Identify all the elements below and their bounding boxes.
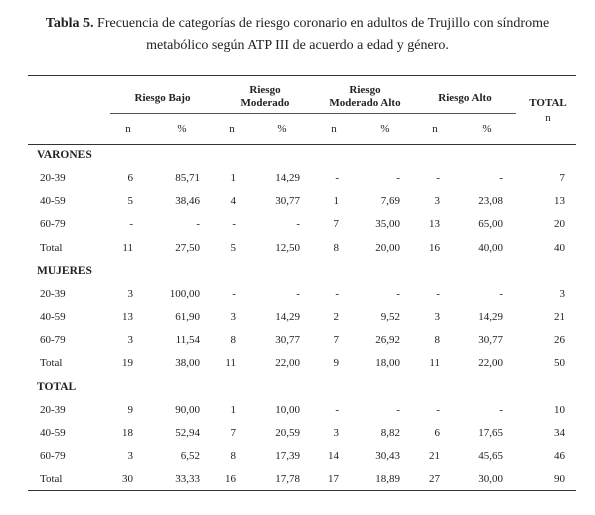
row-label: Total (40, 357, 63, 370)
table-cell: 30,43 (375, 450, 400, 462)
rule-top (28, 75, 576, 76)
table-cell: 38,46 (175, 195, 200, 208)
table-cell: 20,59 (275, 426, 300, 439)
table-cell: 7 (230, 426, 236, 439)
table-cell: 35,00 (375, 218, 400, 231)
table-cell: - (232, 218, 236, 231)
subheader-n: n (331, 123, 337, 135)
row-label: 40-59 (40, 195, 66, 208)
table-cell: 17,78 (275, 473, 300, 486)
table-cell: 9,52 (380, 311, 400, 323)
table-cell: 8 (333, 241, 339, 254)
table-cell: - (296, 218, 300, 231)
table-cell: 52,94 (175, 426, 200, 439)
table-cell: 3 (434, 195, 440, 208)
table-cell: 3 (434, 311, 440, 323)
table-cell: - (499, 403, 503, 416)
table-cell: 46 (554, 450, 565, 462)
table-cell: 30,77 (478, 334, 503, 347)
table-cell: 3 (127, 334, 133, 347)
row-label: 20-39 (40, 403, 66, 416)
table-cell: 5 (127, 195, 133, 208)
table-cell: 16 (429, 241, 440, 254)
table-cell: - (335, 287, 339, 300)
table-cell: 5 (230, 241, 236, 254)
table-cell: 8 (230, 450, 236, 462)
table-cell: 18 (122, 426, 133, 439)
table-cell: - (499, 287, 503, 300)
table-cell: 14,29 (478, 311, 503, 323)
table-cell: 50 (554, 357, 565, 370)
table-cell: 30 (122, 473, 133, 486)
table-cell: 3 (127, 450, 133, 462)
table-cell: 6 (127, 172, 133, 184)
table-cell: 18,00 (375, 357, 400, 370)
table-cell: 27 (429, 473, 440, 486)
row-label: 60-79 (40, 218, 66, 231)
table-cell: 33,33 (175, 473, 200, 486)
table-cell: 14,29 (275, 311, 300, 323)
table-cell: 3 (230, 311, 236, 323)
table-cell: - (296, 287, 300, 300)
table-cell: 40,00 (478, 241, 503, 254)
table-cell: 13 (554, 195, 565, 208)
section-title: MUJERES (37, 264, 92, 277)
table-cell: 10 (554, 403, 565, 416)
table-cell: 38,00 (175, 357, 200, 370)
table-cell: 1 (230, 403, 236, 416)
table-cell: 8 (230, 334, 236, 347)
row-label: 60-79 (40, 334, 66, 347)
table-cell: - (396, 403, 400, 416)
table-cell: 6,52 (180, 450, 200, 462)
table-cell: 2 (333, 311, 339, 323)
table-cell: 3 (127, 287, 133, 300)
table-cell: 13 (429, 218, 440, 231)
table-cell: 85,71 (175, 172, 200, 184)
subheader-pct: % (277, 123, 287, 135)
subheader-n: n (432, 123, 438, 135)
table-cell: - (232, 287, 236, 300)
table-cell: 21 (429, 450, 440, 462)
table-cell: 6 (434, 426, 440, 439)
table-cell: 19 (122, 357, 133, 370)
table-cell: 30,77 (275, 195, 300, 208)
table-cell: 90,00 (175, 403, 200, 416)
table-cell: 11 (429, 357, 440, 370)
rule-group-underline (110, 113, 516, 114)
table-cell: 7 (333, 218, 339, 231)
rule-header (28, 144, 576, 145)
subheader-n: n (125, 123, 131, 135)
table-cell: 10,00 (275, 403, 300, 416)
caption-text-2: metabólico según ATP III de acuerdo a edad y género. (146, 38, 449, 53)
table-cell: 22,00 (478, 357, 503, 370)
table-cell: 45,65 (478, 450, 503, 462)
caption-line-1 (0, 13, 595, 35)
table-cell: 21 (554, 311, 565, 323)
table-cell: 22,00 (275, 357, 300, 370)
table-cell: 27,50 (175, 241, 200, 254)
table-cell: 16 (225, 473, 236, 486)
row-label: 20-39 (40, 172, 66, 184)
table-cell: - (499, 172, 503, 184)
table-cell: 23,08 (478, 195, 503, 208)
table-cell: 34 (554, 426, 565, 439)
subheader-pct: % (482, 123, 492, 135)
table-cell: - (396, 287, 400, 300)
table-cell: 100,00 (169, 287, 200, 300)
table-cell: 8 (434, 334, 440, 347)
rule-bottom (28, 490, 576, 491)
table-cell: 17,39 (275, 450, 300, 462)
subheader-n: n (229, 123, 235, 135)
table-cell: 11 (225, 357, 236, 370)
table-cell: - (396, 172, 400, 184)
table-caption (0, 13, 595, 57)
row-label: 40-59 (40, 311, 66, 323)
table-cell: 13 (122, 311, 133, 323)
table-cell: 26 (554, 334, 565, 347)
table-cell: 9 (127, 403, 133, 416)
table-cell: 30,77 (275, 334, 300, 347)
header-riesgo-moderado-alto: Riesgo Moderado Alto (329, 84, 401, 109)
header-total: TOTAL (529, 97, 567, 109)
table-cell: - (129, 218, 133, 231)
caption-text-1: Frecuencia de categorías de riesgo coronario en adultos de Trujillo con síndrome (97, 16, 550, 31)
table-cell: 14 (328, 450, 339, 462)
table-cell: 4 (230, 195, 236, 208)
table-cell: 7,69 (380, 195, 400, 208)
table-cell: 65,00 (478, 218, 503, 231)
table-cell: - (335, 172, 339, 184)
table-cell: 12,50 (275, 241, 300, 254)
table-cell: 26,92 (375, 334, 400, 347)
table-cell: 17 (328, 473, 339, 486)
table-cell: 9 (333, 357, 339, 370)
table-cell: - (436, 287, 440, 300)
row-label: 20-39 (40, 287, 66, 300)
table-cell: 17,65 (478, 426, 503, 439)
table-cell: 3 (559, 287, 565, 300)
table-cell: 20,00 (375, 241, 400, 254)
table-cell: 11,54 (175, 334, 200, 347)
header-riesgo-bajo: Riesgo Bajo (134, 92, 191, 104)
table-cell: 20 (554, 218, 565, 231)
table-cell: 7 (333, 334, 339, 347)
section-title: VARONES (37, 149, 92, 161)
table-cell: 14,29 (275, 172, 300, 184)
table-cell: 1 (230, 172, 236, 184)
header-total-n: n (545, 112, 551, 124)
subheader-pct: % (380, 123, 390, 135)
table-cell: - (436, 172, 440, 184)
table-cell: - (436, 403, 440, 416)
table-cell: 40 (554, 241, 565, 254)
caption-label: Tabla 5. (45, 16, 94, 31)
row-label: 40-59 (40, 426, 66, 439)
row-label: Total (40, 473, 63, 486)
table-cell: 18,89 (375, 473, 400, 486)
table-cell: 7 (559, 172, 565, 184)
header-riesgo-moderado: Riesgo Moderado (240, 84, 290, 109)
row-label: Total (40, 241, 63, 254)
table-cell: 3 (333, 426, 339, 439)
subheader-pct: % (177, 123, 187, 135)
table-cell: 8,82 (380, 426, 400, 439)
table-cell: - (335, 403, 339, 416)
row-label: 60-79 (40, 450, 66, 462)
table-cell: 30,00 (478, 473, 503, 486)
header-riesgo-alto: Riesgo Alto (438, 92, 492, 104)
table-cell: - (196, 218, 200, 231)
table-cell: 11 (122, 241, 133, 254)
table-cell: 90 (554, 473, 565, 486)
section-title: TOTAL (37, 380, 77, 393)
table-cell: 61,90 (175, 311, 200, 323)
table-cell: 1 (333, 195, 339, 208)
